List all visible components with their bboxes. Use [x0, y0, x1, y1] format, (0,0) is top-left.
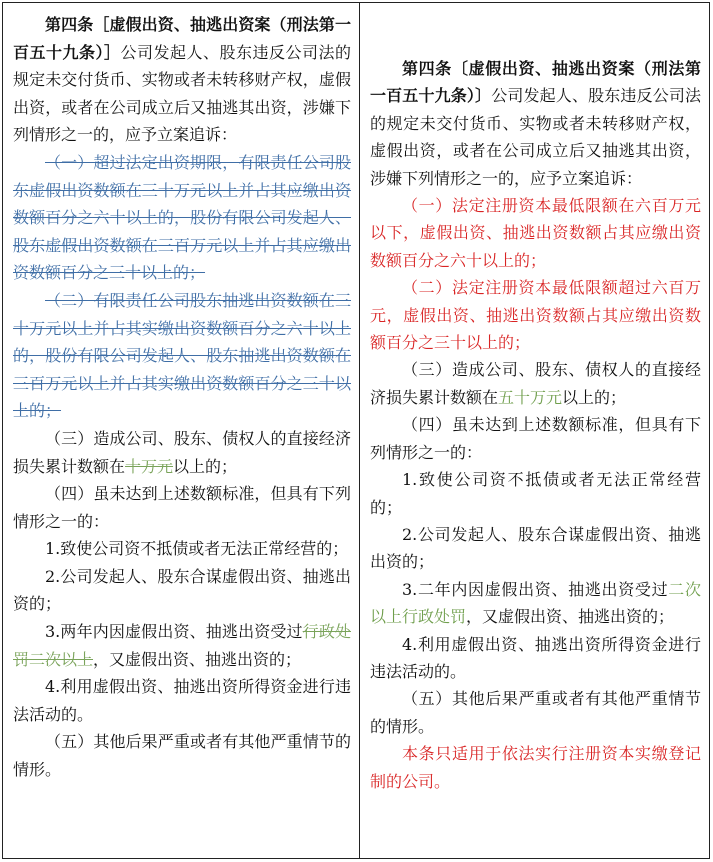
sub-item-4-new: 4.利用虚假出资、抽逃出资所得资金进行违法活动的。 — [370, 634, 701, 681]
item-4-old: （四）虽未达到上述数额标准，但具有下列情形之一的： — [13, 484, 351, 531]
new-scope-note: 本条只适用于依法实行注册资本实缴登记制的公司。 — [370, 744, 701, 791]
sub-item-3-new — [370, 576, 701, 631]
sub-item-3-new-tail: ，又虚假出资、抽逃出资的； — [466, 607, 675, 627]
new-item-1: （一）法定注册资本最低限额在六百万元以下，虚假出资、抽逃出资数额占其应缴出资数额百分之六十以上的； — [370, 196, 701, 270]
sub-item-3-old-tail: ，又虚假出资、抽逃出资的； — [93, 649, 302, 669]
sub-item-3-old — [13, 618, 351, 673]
item-3-new-text: （三）造成公司、股东、债权人的直接经济损失累计数额在 — [370, 360, 701, 407]
new-item-2: （二）法定注册资本最低限额超过六百万元，虚假出资、抽逃出资数额占其应缴出资数额百分之三十以上的； — [370, 278, 701, 353]
sub-item-3-old-text: 3.两年内因虚假出资、抽逃出资受过 — [45, 622, 303, 642]
sub-item-2-new: 2.公司发起人、股东合谋虚假出资、抽逃出资的； — [370, 524, 701, 572]
item-4-new: （四）虽未达到上述数额标准，但具有下列情形之一的： — [370, 415, 701, 462]
deleted-penalty-phrase: 行政处罚二次以上 — [13, 622, 351, 669]
item-3-old — [13, 425, 351, 480]
sub-item-4-old: 4.利用虚假出资、抽逃出资所得资金进行违法活动的。 — [13, 677, 351, 724]
item-3-old-tail: 以上的； — [173, 456, 238, 476]
item-3-old-text: （三）造成公司、股东、债权人的直接经济损失累计数额在 — [13, 428, 351, 476]
changed-amount: 五十万元 — [498, 387, 563, 407]
item-5-new: （五）其他后果严重或者有其他严重情节的情形。 — [370, 689, 701, 736]
article-heading-old — [13, 11, 351, 149]
article-title-new: 第四条〔虚假出资、抽逃出资案（刑法第一百五十九条）〕 — [370, 59, 701, 106]
sub-item-1-new: 1.致使公司资不抵债或者无法正常经营的； — [370, 470, 701, 517]
item-3-new-tail: 以上的； — [562, 387, 627, 407]
item-3-new — [370, 356, 701, 411]
comparison-table — [2, 2, 710, 859]
article-heading-new — [370, 55, 701, 192]
deleted-item-1: （一）超过法定出资期限，有限责任公司股东虚假出资数额在三十万元以上并占其应缴出资数额百分之六十以上的，股份有限公司发起人、股东虚假出资数额在三百万元以上并占其应缴出资数额百分之三十以上的； — [13, 152, 351, 283]
sub-item-3-new-text: 3.二年内因虚假出资、抽逃出资受过 — [402, 579, 669, 599]
article-intro-new: 公司发起人、股东违反公司法的规定未交付货币、实物或者未转移财产权，虚假出资，或者在公司成立后又抽逃其出资，涉嫌下列情形之一的，应予立案追诉： — [370, 86, 701, 188]
changed-penalty-phrase: 二次以上行政处罚 — [370, 579, 701, 627]
new-version-column — [360, 3, 709, 858]
deleted-amount: 十万元 — [125, 456, 174, 476]
deleted-item-2: （二）有限责任公司股东抽逃出资数额在三十万元以上并占其实缴出资数额百分之六十以上的，股份有限公司发起人、股东抽逃出资数额在三百万元以上并占其实缴出资数额百分之三十以上的； — [13, 290, 351, 421]
sub-item-2-old: 2.公司发起人、股东合谋虚假出资、抽逃出资的； — [13, 566, 351, 614]
sub-item-1-old: 1.致使公司资不抵债或者无法正常经营的； — [45, 539, 349, 559]
article-intro-old: 公司发起人、股东违反公司法的规定未交付货币、实物或者未转移财产权，虚假出资，或者在公司成立后又抽逃其出资，涉嫌下列情形之一的，应予立案追诉： — [13, 42, 351, 145]
article-title-old: 第四条［虚假出资、抽逃出资案（刑法第一百五十九条）］ — [13, 15, 351, 62]
old-version-column — [3, 3, 360, 858]
item-5-old: （五）其他后果严重或者有其他严重情节的情形。 — [13, 732, 351, 780]
